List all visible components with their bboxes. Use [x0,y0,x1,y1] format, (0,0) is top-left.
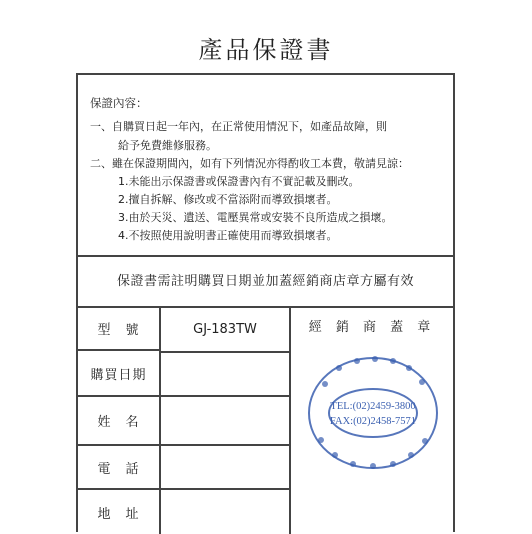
warranty-term-line: 一、自購買日起一年內，在正常使用情況下，如產品故障，則 [90,120,387,133]
warranty-term-line: 二、雖在保證期間內，如有下列情況亦得酌收工本費，敬請見諒： [90,157,409,170]
validity-notice: 保證書需註明購買日期並加蓋經銷商店章方屬有效 [78,257,453,308]
stamp-tel-text: TEL:(02)2459-3800 [330,401,416,412]
dealer-stamp-box [291,308,453,534]
model-value: GJ-183TW [161,308,291,351]
dealer-seal-stamp [305,354,441,472]
warranty-heading: 保證內容： [90,96,148,110]
address-label: 地 址 [78,490,161,534]
dealer-stamp-label: 經 銷 商 蓋 章 [308,320,436,335]
warranty-term-line: 4.不按照使用說明書正確使用而導致損壞者。 [118,229,338,242]
warranty-term-line: 1.未能出示保證書或保證書內有不實記載及刪改。 [118,175,360,188]
name-field[interactable] [161,397,291,446]
address-field[interactable] [161,490,291,534]
purchase-date-field[interactable] [161,351,291,397]
phone-field[interactable] [161,446,291,490]
name-label: 姓 名 [78,397,161,446]
warranty-term-line: 2.擅自拆解、修改或不當添附而導致損壞者。 [118,193,338,206]
page-title: 產品保證書 [198,36,334,64]
purchase-date-label: 購買日期 [78,351,161,397]
warranty-term-line: 給予免費維修服務。 [118,139,217,152]
warranty-term-line: 3.由於天災、遺送、電壓異常或安裝不良所造成之損壞。 [118,211,393,224]
model-label: 型 號 [78,308,161,351]
stamp-fax-text: FAX:(02)2458-7571 [329,416,417,427]
phone-label: 電 話 [78,446,161,490]
warranty-card [76,73,455,532]
warranty-terms-section [78,75,453,257]
